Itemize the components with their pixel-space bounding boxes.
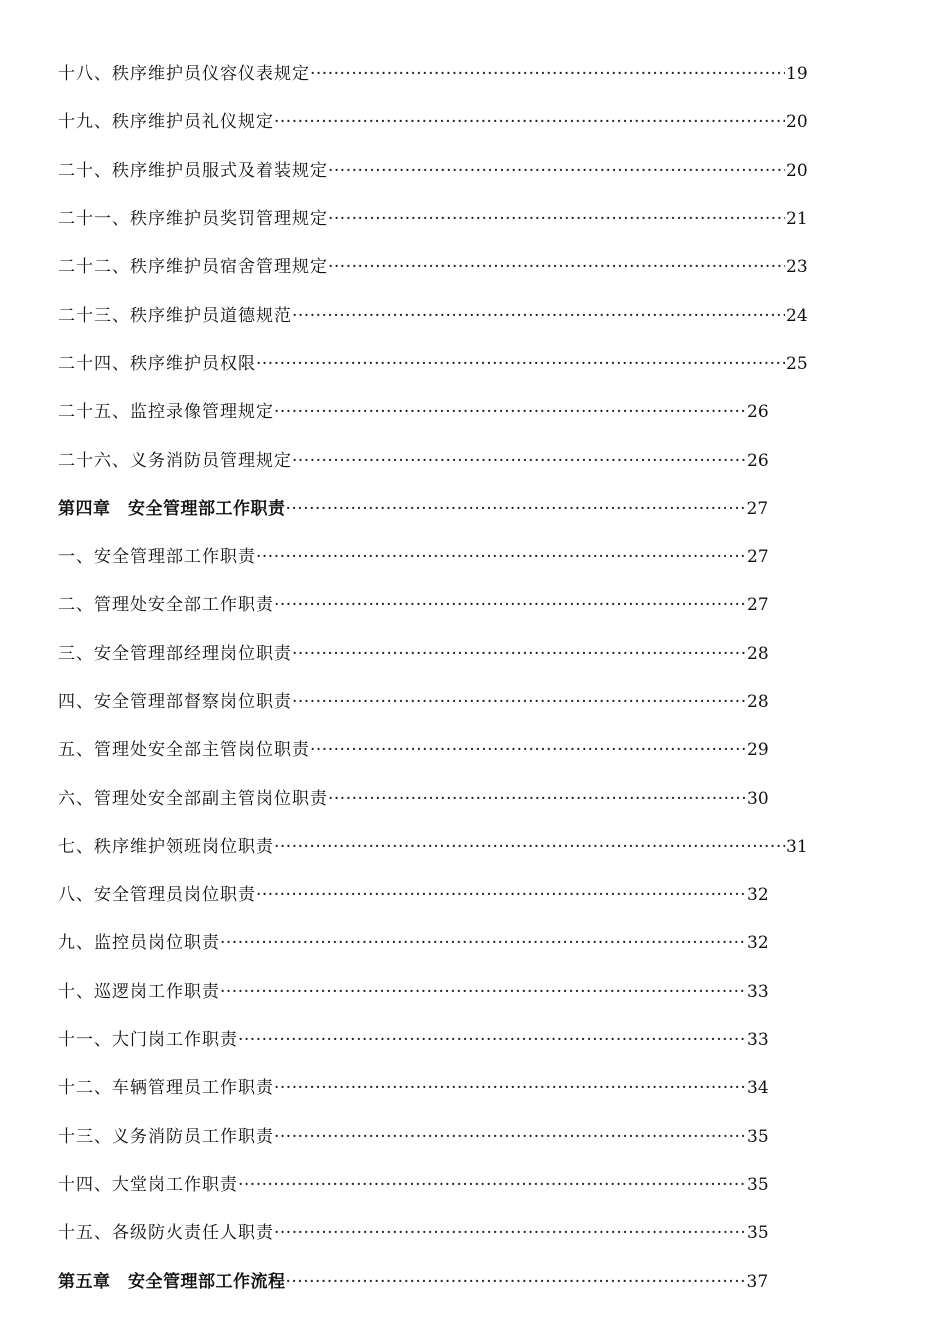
toc-entry-title: 十四、大堂岗工作职责 [58, 1174, 238, 1195]
table-of-contents [58, 50, 848, 1306]
toc-page-number: 26 [747, 450, 769, 471]
toc-entry-title: 二十四、秩序维护员权限 [58, 353, 256, 374]
toc-page-number: 32 [747, 933, 769, 954]
toc-page-number: 32 [747, 885, 769, 906]
toc-leader-dots [274, 109, 785, 135]
toc-leader-dots [256, 544, 746, 570]
toc-entry[interactable] [58, 823, 848, 871]
toc-entry-title: 第五章 安全管理部工作流程 [58, 1271, 286, 1292]
toc-entry-title: 二、管理处安全部工作职责 [58, 595, 274, 616]
toc-entry-title: 五、管理处安全部主管岗位职责 [58, 740, 310, 761]
toc-page-number: 33 [747, 1030, 769, 1051]
toc-entry[interactable] [58, 1016, 848, 1064]
toc-page-number: 24 [786, 305, 808, 326]
toc-page-number: 30 [747, 788, 769, 809]
toc-entry[interactable] [58, 243, 848, 291]
toc-leader-dots [292, 641, 746, 667]
toc-leader-dots [256, 882, 746, 908]
toc-entry-title: 十九、秩序维护员礼仪规定 [58, 112, 274, 133]
toc-entry-title: 一、安全管理部工作职责 [58, 547, 256, 568]
toc-entry[interactable] [58, 678, 848, 726]
toc-entry-title: 十三、义务消防员工作职责 [58, 1126, 274, 1147]
toc-entry-title: 十八、秩序维护员仪容仪表规定 [58, 64, 310, 85]
toc-entry[interactable] [58, 1161, 848, 1209]
toc-page-number: 20 [786, 112, 808, 133]
toc-entry[interactable] [58, 388, 848, 436]
toc-entry[interactable] [58, 98, 848, 146]
toc-entry-title: 十一、大门岗工作职责 [58, 1030, 238, 1051]
toc-page-number: 20 [786, 160, 808, 181]
toc-leader-dots [274, 1220, 746, 1246]
toc-entry[interactable] [58, 436, 848, 484]
toc-entry[interactable] [58, 195, 848, 243]
toc-entry[interactable] [58, 533, 848, 581]
toc-page-number: 19 [786, 64, 808, 85]
toc-entry[interactable] [58, 581, 848, 629]
toc-leader-dots [328, 786, 746, 812]
toc-page-number: 35 [747, 1126, 769, 1147]
toc-page-number: 25 [786, 353, 808, 374]
toc-entry[interactable] [58, 147, 848, 195]
toc-entry[interactable] [58, 630, 848, 678]
toc-leader-dots [274, 1075, 746, 1101]
toc-leader-dots [292, 689, 746, 715]
toc-entry-title: 六、管理处安全部副主管岗位职责 [58, 788, 328, 809]
toc-entry-title: 四、安全管理部督察岗位职责 [58, 692, 292, 712]
toc-entry[interactable] [58, 340, 848, 388]
toc-leader-dots [310, 737, 746, 763]
toc-page-number: 34 [747, 1078, 769, 1099]
toc-page-number: 35 [747, 1223, 769, 1244]
toc-entry[interactable] [58, 1209, 848, 1257]
toc-page-number: 21 [786, 209, 808, 230]
toc-leader-dots [286, 1269, 746, 1295]
toc-leader-dots [286, 496, 746, 522]
toc-leader-dots [274, 834, 785, 860]
toc-leader-dots [274, 592, 746, 618]
toc-entry[interactable] [58, 919, 848, 967]
toc-entry-title: 七、秩序维护领班岗位职责 [58, 836, 274, 857]
toc-page-number: 33 [747, 981, 769, 1002]
toc-entry-title: 二十一、秩序维护员奖罚管理规定 [58, 209, 328, 230]
toc-entry-title: 二十五、监控录像管理规定 [58, 402, 274, 423]
toc-entry[interactable] [58, 50, 848, 98]
toc-leader-dots [238, 1172, 746, 1198]
toc-leader-dots [274, 399, 746, 425]
toc-chapter-heading[interactable] [58, 485, 848, 533]
toc-entry-title: 九、监控员岗位职责 [58, 933, 220, 954]
toc-entry-title: 二十三、秩序维护员道德规范 [58, 305, 292, 326]
toc-leader-dots [328, 206, 785, 232]
toc-chapter-heading[interactable] [58, 1257, 848, 1305]
toc-entry-title: 十二、车辆管理员工作职责 [58, 1078, 274, 1099]
toc-entry-title: 二十二、秩序维护员宿舍管理规定 [58, 257, 328, 278]
toc-entry[interactable] [58, 291, 848, 339]
toc-page-number: 27 [746, 498, 769, 519]
toc-entry-title: 八、安全管理员岗位职责 [58, 885, 256, 906]
toc-page-number: 28 [747, 643, 769, 664]
toc-entry[interactable] [58, 1113, 848, 1161]
toc-entry[interactable] [58, 774, 848, 822]
toc-entry-title: 二十六、义务消防员管理规定 [58, 450, 292, 471]
toc-leader-dots [310, 61, 785, 87]
toc-page-number: 31 [786, 836, 808, 857]
toc-page-number: 28 [747, 692, 769, 712]
toc-leader-dots [292, 448, 746, 474]
toc-page-number: 26 [747, 402, 769, 423]
toc-leader-dots [328, 158, 785, 184]
toc-page-number: 27 [747, 595, 769, 616]
toc-entry[interactable] [58, 871, 848, 919]
toc-leader-dots [220, 979, 746, 1005]
toc-leader-dots [256, 351, 785, 377]
toc-entry[interactable] [58, 726, 848, 774]
toc-leader-dots [292, 303, 785, 329]
toc-page-number: 37 [746, 1271, 769, 1292]
toc-entry-title: 第四章 安全管理部工作职责 [58, 498, 286, 519]
toc-entry-title: 十五、各级防火责任人职责 [58, 1223, 274, 1244]
toc-entry[interactable] [58, 1064, 848, 1112]
toc-leader-dots [328, 254, 785, 280]
toc-entry-title: 三、安全管理部经理岗位职责 [58, 643, 292, 664]
toc-leader-dots [274, 1124, 746, 1150]
toc-entry-title: 二十、秩序维护员服式及着装规定 [58, 160, 328, 181]
toc-leader-dots [220, 930, 746, 956]
toc-page-number: 29 [747, 740, 769, 761]
toc-entry-title: 十、巡逻岗工作职责 [58, 981, 220, 1002]
toc-page-number: 23 [786, 257, 808, 278]
toc-page-number: 35 [747, 1174, 769, 1195]
toc-entry[interactable] [58, 968, 848, 1016]
toc-leader-dots [238, 1027, 746, 1053]
toc-page-number: 27 [747, 547, 769, 568]
